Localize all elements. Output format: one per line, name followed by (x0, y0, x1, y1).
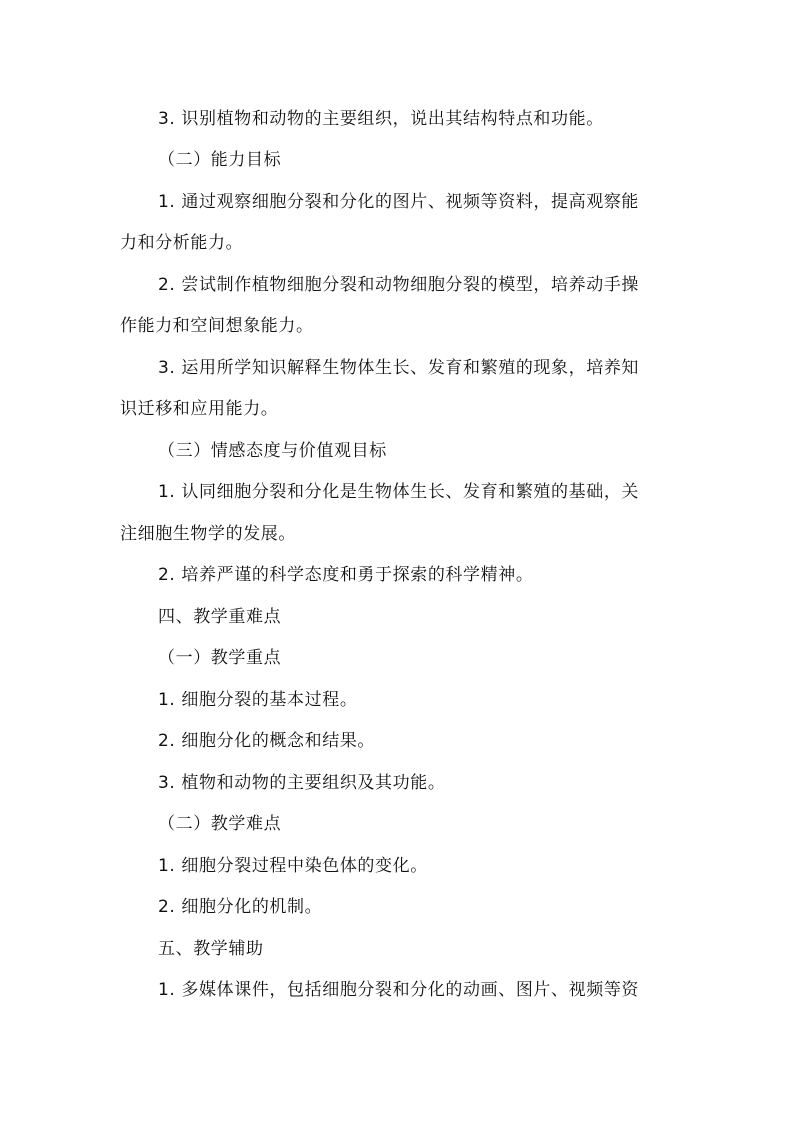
objective-ability-3: 3. 运用所学知识解释生物体生长、发育和繁殖的现象，培养知 (158, 358, 640, 378)
objective-ability-1: 1. 通过观察细胞分裂和分化的图片、视频等资料，提高观察能 (158, 192, 640, 212)
section-heading-key-difficult: 四、教学重难点 (158, 607, 282, 627)
teaching-aid-1: 1. 多媒体课件，包括细胞分裂和分化的动画、图片、视频等资 (158, 980, 640, 1000)
objective-attitude-1-cont: 注细胞生物学的发展。 (120, 524, 296, 544)
objective-ability-2-cont: 作能力和空间想象能力。 (120, 316, 314, 336)
heading-ability-objectives: （二）能力目标 (158, 150, 282, 170)
objective-ability-1-cont: 力和分析能力。 (120, 233, 244, 253)
difficult-point-2: 2. 细胞分化的机制。 (158, 897, 323, 917)
objective-ability-3-cont: 识迁移和应用能力。 (120, 399, 279, 419)
objective-ability-2: 2. 尝试制作植物细胞分裂和动物细胞分裂的模型，培养动手操 (158, 275, 640, 295)
key-point-3: 3. 植物和动物的主要组织及其功能。 (158, 773, 446, 793)
key-point-1: 1. 细胞分裂的基本过程。 (158, 690, 358, 710)
difficult-point-1: 1. 细胞分裂过程中染色体的变化。 (158, 856, 428, 876)
key-point-2: 2. 细胞分化的概念和结果。 (158, 731, 376, 751)
heading-attitude-objectives: （三）情感态度与价值观目标 (158, 441, 387, 461)
section-heading-teaching-aids: 五、教学辅助 (158, 939, 264, 959)
heading-key-points: （一）教学重点 (158, 648, 282, 668)
objective-attitude-2: 2. 培养严谨的科学态度和勇于探索的科学精神。 (158, 565, 534, 585)
objective-attitude-1: 1. 认同细胞分裂和分化是生物体生长、发育和繁殖的基础，关 (158, 482, 640, 502)
objective-knowledge-3: 3. 识别植物和动物的主要组织，说出其结构特点和功能。 (158, 109, 604, 129)
heading-difficult-points: （二）教学难点 (158, 814, 282, 834)
